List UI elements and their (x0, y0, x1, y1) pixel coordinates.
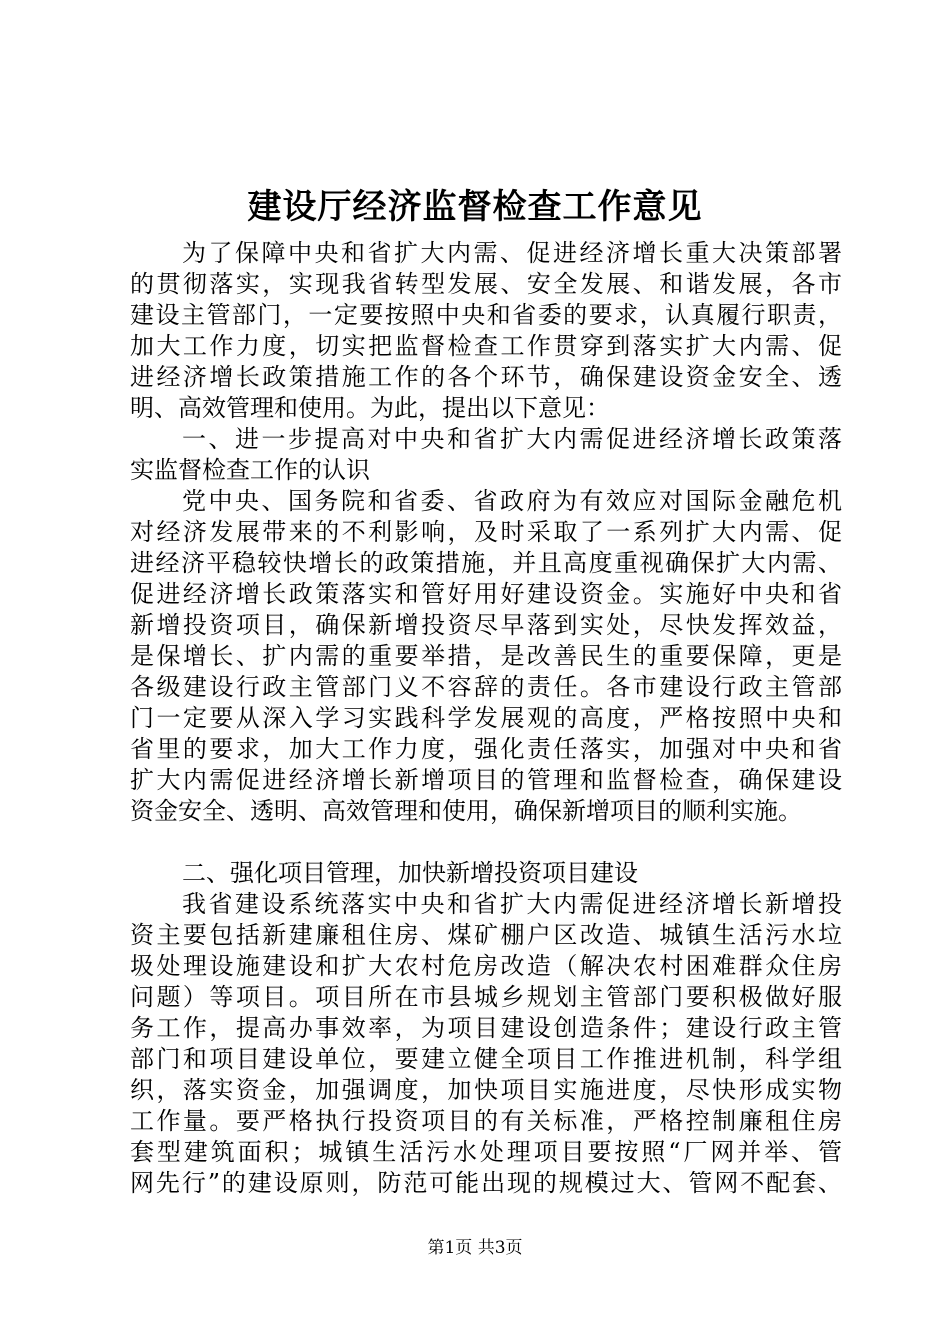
text-line: 的贯彻落实，实现我省转型发展、安全发展、和谐发展，各市 (130, 270, 842, 298)
text-line: 工作量。要严格执行投资项目的有关标准，严格控制廉租住房 (130, 1107, 842, 1135)
text-line: 进经济增长政策措施工作的各个环节，确保建设资金安全、透 (130, 363, 842, 391)
document-body (130, 238, 842, 1199)
text-line: 部门和项目建设单位，要建立健全项目工作推进机制，科学组 (130, 1045, 842, 1073)
text-line: 门一定要从深入学习实践科学发展观的高度，严格按照中央和 (130, 704, 842, 732)
text-line: 明、高效管理和使用。为此，提出以下意见： (130, 394, 610, 422)
text-line: 是保增长、扩内需的重要举措，是改善民生的重要保障，更是 (130, 642, 842, 670)
text-line: 资主要包括新建廉租住房、煤矿棚户区改造、城镇生活污水垃 (130, 921, 842, 949)
text-line: 实监督检查工作的认识 (130, 456, 370, 484)
text-line: 我省建设系统落实中央和省扩大内需促进经济增长新增投 (182, 890, 842, 918)
text-line: 建设主管部门，一定要按照中央和省委的要求，认真履行职责， (130, 301, 842, 329)
paragraph-gap (130, 827, 842, 858)
text-line: 一、进一步提高对中央和省扩大内需促进经济增长政策落 (182, 425, 842, 453)
text-line: 为了保障中央和省扩大内需、促进经济增长重大决策部署 (182, 239, 842, 267)
text-line: 问题）等项目。项目所在市县城乡规划主管部门要积极做好服 (130, 983, 842, 1011)
text-line: 套型建筑面积；城镇生活污水处理项目要按照“厂网并举、管 (130, 1138, 842, 1166)
text-line: 加大工作力度，切实把监督检查工作贯穿到落实扩大内需、促 (130, 332, 842, 360)
text-line: 对经济发展带来的不利影响，及时采取了一系列扩大内需、促 (130, 518, 842, 546)
text-line: 织，落实资金，加强调度，加快项目实施进度，尽快形成实物 (130, 1076, 842, 1104)
text-line: 二、强化项目管理，加快新增投资项目建设 (182, 859, 638, 887)
text-line: 网先行”的建设原则，防范可能出现的规模过大、管网不配套、 (130, 1169, 842, 1197)
page-footer: 第1页 共3页 (427, 1238, 523, 1258)
text-line: 新增投资项目，确保新增投资尽早落到实处，尽快发挥效益， (130, 611, 842, 639)
text-line: 促进经济增长政策落实和管好用好建设资金。实施好中央和省 (130, 580, 842, 608)
text-line: 省里的要求，加大工作力度，强化责任落实，加强对中央和省 (130, 735, 842, 763)
text-line: 各级建设行政主管部门义不容辞的责任。各市建设行政主管部 (130, 673, 842, 701)
text-line: 党中央、国务院和省委、省政府为有效应对国际金融危机 (182, 487, 842, 515)
text-line: 进经济平稳较快增长的政策措施，并且高度重视确保扩大内需、 (130, 549, 842, 577)
document-title: 建设厅经济监督检查工作意见 (247, 187, 703, 227)
text-line: 扩大内需促进经济增长新增项目的管理和监督检查，确保建设 (130, 766, 842, 794)
text-line: 圾处理设施建设和扩大农村危房改造（解决农村困难群众住房 (130, 952, 842, 980)
text-line: 资金安全、透明、高效管理和使用，确保新增项目的顺利实施。 (130, 797, 802, 825)
text-line: 务工作，提高办事效率，为项目建设创造条件；建设行政主管 (130, 1014, 842, 1042)
